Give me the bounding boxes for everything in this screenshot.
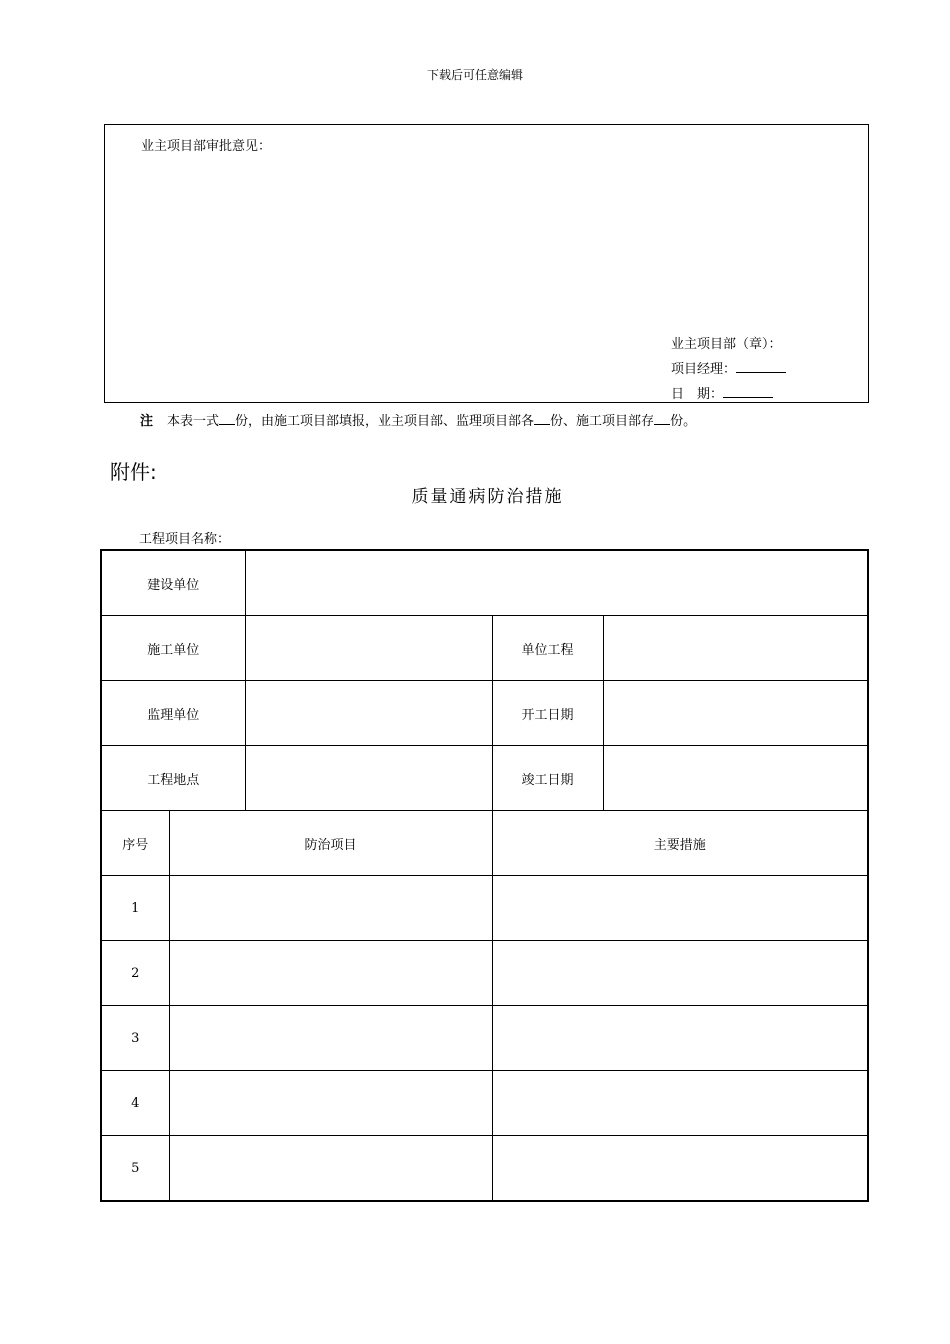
footnote-part-1: 本表一式 [167,414,220,429]
attachment-label: 附件: [110,460,157,484]
footnote-label: 注 [140,414,154,429]
approval-title: 业主项目部审批意见： [141,139,272,154]
site-label: 工程地点 [101,746,245,811]
header-note: 下载后可任意编辑 [426,68,523,82]
table-row [101,550,868,616]
manager-blank [736,372,786,373]
approval-box [104,124,869,403]
prevention-item-cell[interactable] [169,1006,492,1071]
completion-date-label: 竣工日期 [492,746,603,811]
main-measure-cell[interactable] [492,1136,868,1202]
unit-project-label: 单位工程 [492,616,603,681]
copies-blank-1 [219,424,235,425]
col-header-item: 防治项目 [169,811,492,876]
row-number: 4 [101,1071,169,1136]
unit-project-value[interactable] [603,616,868,681]
prevention-item-cell[interactable] [169,1136,492,1202]
table-row [101,746,868,811]
table-row [101,616,868,681]
contractor-unit-value[interactable] [245,616,492,681]
table-row [101,681,868,746]
date-label: 日 期： [671,387,724,402]
footnote [140,410,696,429]
construction-unit-label: 建设单位 [101,550,245,616]
start-date-label: 开工日期 [492,681,603,746]
footnote-part-3: 份、施工项目部存 [550,414,655,429]
supervision-unit-label: 监理单位 [101,681,245,746]
site-value[interactable] [245,746,492,811]
main-measure-cell[interactable] [492,1071,868,1136]
contractor-unit-label: 施工单位 [101,616,245,681]
row-number: 1 [101,876,169,941]
footnote-part-4: 份。 [670,414,697,429]
copies-blank-2 [534,424,550,425]
date-blank [723,397,773,398]
dept-seal-label: 业主项目部（章）： [671,337,782,352]
table-row [101,1006,868,1071]
copies-blank-3 [654,424,670,425]
table-row [101,876,868,941]
completion-date-value[interactable] [603,746,868,811]
table-row [101,1071,868,1136]
prevention-item-cell[interactable] [169,876,492,941]
row-number: 3 [101,1006,169,1071]
col-header-measures: 主要措施 [492,811,868,876]
col-header-seq: 序号 [101,811,169,876]
main-measure-cell[interactable] [492,1006,868,1071]
table-row [101,941,868,1006]
project-name-label: 工程项目名称： [139,532,231,547]
date-line [671,383,773,402]
construction-unit-value[interactable] [245,550,868,616]
row-number: 5 [101,1136,169,1202]
row-number: 2 [101,941,169,1006]
prevention-item-cell[interactable] [169,941,492,1006]
main-measure-cell[interactable] [492,941,868,1006]
footnote-part-2: 份，由施工项目部填报，业主项目部、监理项目部各 [235,414,535,429]
supervision-unit-value[interactable] [245,681,492,746]
measures-form-table [100,549,869,1202]
start-date-value[interactable] [603,681,868,746]
manager-label: 项目经理： [671,362,737,377]
table-header-row [101,811,868,876]
table-row [101,1136,868,1202]
manager-line [671,358,786,377]
document-title: 质量通病防治措施 [411,487,564,507]
main-measure-cell[interactable] [492,876,868,941]
prevention-item-cell[interactable] [169,1071,492,1136]
